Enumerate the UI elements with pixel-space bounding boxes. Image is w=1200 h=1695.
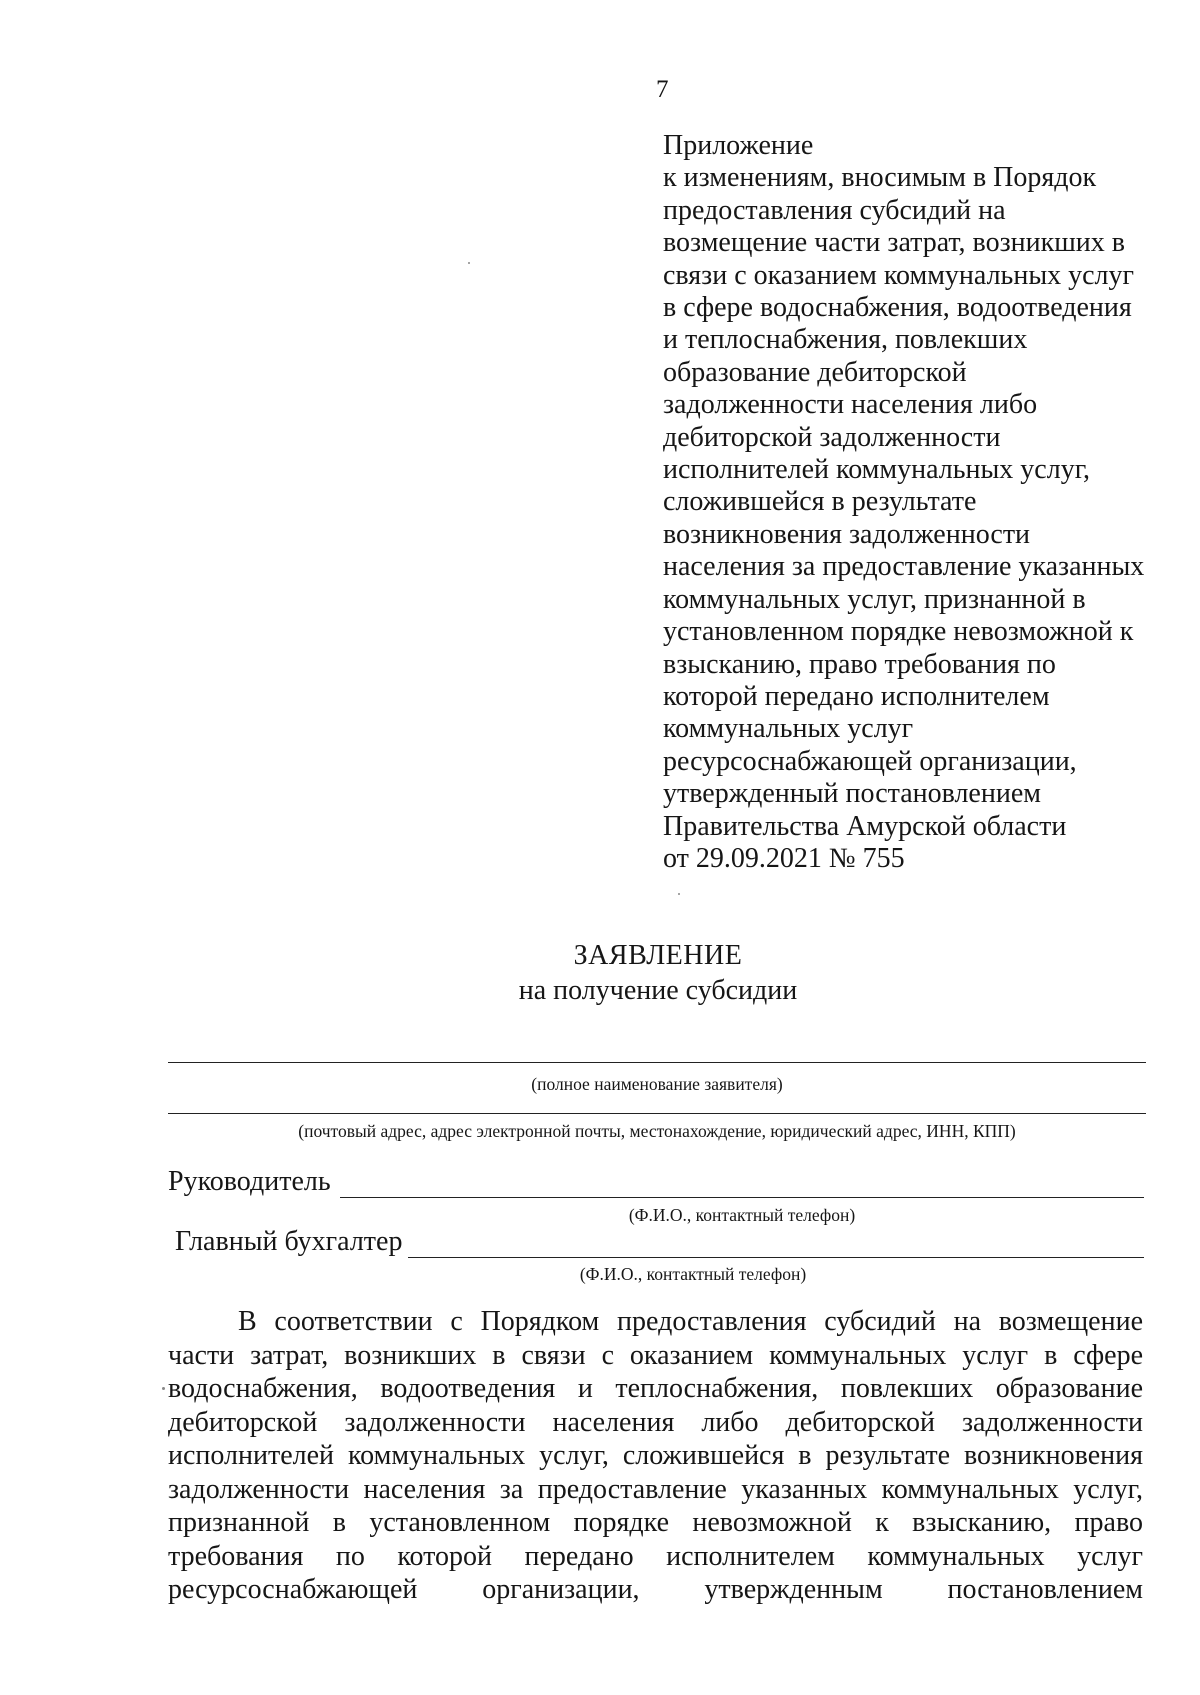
appendix-line: образование дебиторской <box>663 356 967 388</box>
appendix-line: утвержденный постановлением <box>663 778 1041 810</box>
appendix-line: дебиторской задолженности <box>663 421 1001 453</box>
document-subtitle: на получение субсидии <box>518 975 798 1006</box>
body-line: признанной в установленном порядке невозможной к взысканию, право <box>168 1507 1143 1538</box>
appendix-line: и теплоснабжения, повлекших <box>663 324 1028 356</box>
appendix-line: взысканию, право требования по <box>663 648 1056 680</box>
applicant-name-caption: (полное наименование заявителя) <box>531 1074 783 1094</box>
director-label: Руководитель <box>168 1166 331 1197</box>
body-paragraph <box>168 1305 1143 1607</box>
appendix-line: возникновения задолженности <box>663 518 1031 550</box>
scan-speck <box>678 893 680 895</box>
appendix-line: Правительства Амурской области <box>663 810 1067 842</box>
appendix-line: в сфере водоснабжения, водоотведения <box>663 292 1132 324</box>
body-line: требования по которой передано исполнителем коммунальных услуг <box>168 1540 1143 1572</box>
appendix-line: предоставления субсидий на <box>663 194 1006 226</box>
scan-speck <box>162 1387 165 1390</box>
accountant-label: Главный бухгалтер <box>175 1226 403 1257</box>
body-line: В соответствии с Порядком предоставления субсидий на возмещение <box>238 1306 1143 1337</box>
page-number: 7 <box>656 76 669 103</box>
body-line: части затрат, возникших в связи с оказанием коммунальных услуг в сфере <box>168 1339 1143 1371</box>
appendix-line: населения за предоставление указанных <box>663 551 1145 583</box>
appendix-line: связи с оказанием коммунальных услуг <box>663 259 1135 291</box>
appendix-line: возмещение части затрат, возникших в <box>663 227 1125 259</box>
address-line <box>168 1113 1146 1114</box>
body-line: задолженности населения за предоставление указанных коммунальных услуг, <box>168 1473 1143 1505</box>
appendix-block <box>663 130 1183 875</box>
scan-speck <box>468 262 470 264</box>
director-line <box>340 1197 1144 1198</box>
document-title: ЗАЯВЛЕНИЕ <box>573 940 743 971</box>
appendix-line: Приложение <box>663 130 814 161</box>
director-caption: (Ф.И.О., контактный телефон) <box>628 1205 856 1225</box>
appendix-line: коммунальных услуг, признанной в <box>663 583 1086 615</box>
accountant-caption: (Ф.И.О., контактный телефон) <box>579 1264 807 1284</box>
body-line: исполнителей коммунальных услуг, сложившейся в результате возникновения <box>168 1440 1143 1471</box>
body-line: дебиторской задолженности населения либо дебиторской задолженности <box>168 1406 1143 1438</box>
appendix-line: установленном порядке невозможной к <box>663 616 1134 648</box>
appendix-line: к изменениям, вносимым в Порядок <box>663 162 1097 194</box>
appendix-line: от 29.09.2021 № 755 <box>663 842 905 874</box>
appendix-line: которой передано исполнителем <box>663 680 1050 712</box>
appendix-line: задолженности населения либо <box>663 389 1038 421</box>
appendix-line: исполнителей коммунальных услуг, <box>663 454 1091 486</box>
body-line: водоснабжения, водоотведения и теплоснабжения, повлекших образование <box>168 1373 1143 1404</box>
applicant-name-line <box>168 1062 1146 1063</box>
appendix-line: сложившейся в результате <box>663 486 977 518</box>
accountant-line <box>408 1257 1144 1258</box>
address-caption: (почтовый адрес, адрес электронной почты, местонахождение, юридический адрес, ИНН, КПП) <box>298 1121 1016 1141</box>
appendix-line: ресурсоснабжающей организации, <box>663 745 1077 777</box>
body-line: ресурсоснабжающей организации, утвержденным постановлением <box>168 1574 1143 1605</box>
appendix-line: коммунальных услуг <box>663 713 914 745</box>
